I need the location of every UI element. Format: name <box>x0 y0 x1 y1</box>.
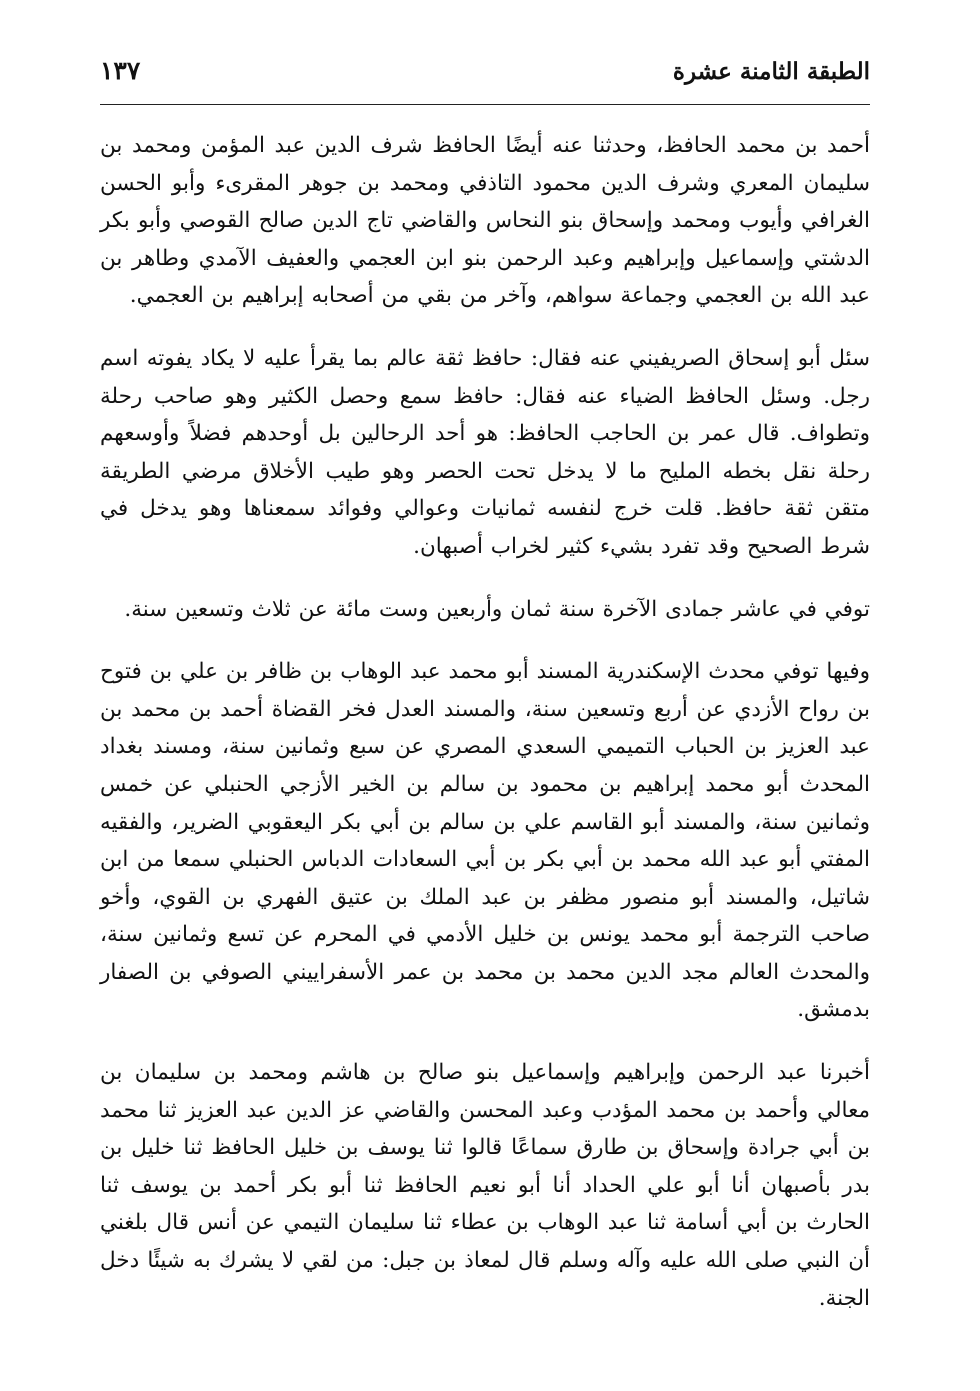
page-number: ١٣٧ <box>100 56 141 85</box>
book-page <box>100 40 870 1360</box>
page-header <box>100 40 870 105</box>
running-title: الطبقة الثامنة عشرة <box>672 58 870 85</box>
paragraph-3: توفي في عاشر جمادى الآخرة سنة ثمان وأربعين وست مائة عن ثلاث وتسعين سنة. <box>124 596 870 622</box>
paragraph-4: وفيها توفي محدث الإسكندرية المسند أبو محمد عبد الوهاب بن ظافر بن علي بن فتوح بن رواح الأزدي عن أربع وتسعين سنة، والمسند العدل فخر القضاة أحمد بن محمد بن عبد العزيز بن الحباب التميمي السعدي المصري عن سبع وثمانين سنة، ومسند بغداد المحدث أبو محمد إبراهيم بن محمود بن سالم بن الخير الأزجي الحنبلي عن خمس وثمانين سنة، والمسند أبو القاسم علي بن سالم بن أبي بكر اليعقوبي الضرير، والفقيه المفتي أبو عبد الله محمد بن أبي بكر بن أبي السعادات الدباس الحنبلي سمعا من ابن شاتيل، والمسند أبو منصور مظفر بن عبد الملك بن عتيق الفهري بن القوي، وأخو صاحب الترجمة أبو محمد يونس بن خليل الأدمي في المحرم عن تسع وثمانين سنة، والمحدث العالم مجد الدين محمد بن محمد بن عمر الأسفراييني الصوفي بن الصفار بدمشق. <box>100 659 870 1023</box>
paragraph-5: أخبرنا عبد الرحمن وإبراهيم وإسماعيل بنو صالح بن هاشم ومحمد بن سليمان بن معالي وأحمد بن محمد المؤدب وعبد المحسن والقاضي عز الدين عبد العزيز ثنا محمد بن أبي جرادة وإسحاق بن طارق سماعًا قالوا ثنا يوسف بن خليل الحافظ ثنا خليل بن بدر بأصبهان أنا أبو علي الحداد أنا أبو نعيم الحافظ ثنا أبو بكر أحمد بن يوسف ثنا الحارث بن أبي أسامة ثنا عبد الوهاب بن عطاء ثنا سليمان التيمي عن أنس قال بلغني أن النبي صلى الله عليه وآله وسلم قال لمعاذ بن جبل: من لقي لا يشرك به شيئًا دخل الجنة. <box>100 1060 870 1311</box>
paragraph-2: سئل أبو إسحاق الصريفيني عنه فقال: حافظ ثقة عالم بما يقرأ عليه لا يكاد يفوته اسم رجل. وسئل الحافظ الضياء عنه فقال: حافظ سمع وحصل الكثير وهو صاحب رحلة وتطواف. قال عمر بن الحاجب الحافظ: هو أحد الرحالين بل أوحدهم فضلاً وأوسعهم رحلة نقل بخطه المليح ما لا يدخل تحت الحصر وهو طيب الأخلاق مرضي الطريقة متقن ثقة حافظ. قلت خرج لنفسه ثمانيات وعوالي وفوائد سمعناها وهو يدخل في شرط الصحيح وقد تفرد بشيء كثير لخراب أصبهان. <box>100 345 870 559</box>
paragraph-1: أحمد بن محمد الحافظ، وحدثنا عنه أيضًا الحافظ شرف الدين عبد المؤمن ومحمد بن سليمان المعري وشرف الدين محمود التاذفي ومحمد بن جوهر المقرىء وأبو الحسن الغرافي وأيوب ومحمد وإسحاق بنو النحاس والقاضي تاج الدين صالح القوصي وأبو بكر الدشتي وإسماعيل وإبراهيم وعبد الرحمن بنو ابن العجمي والعفيف الآمدي وطاهر بن عبد الله بن العجمي وجماعة سواهم، وآخر من بقي من أصحابه إبراهيم بن العجمي. <box>100 133 870 309</box>
